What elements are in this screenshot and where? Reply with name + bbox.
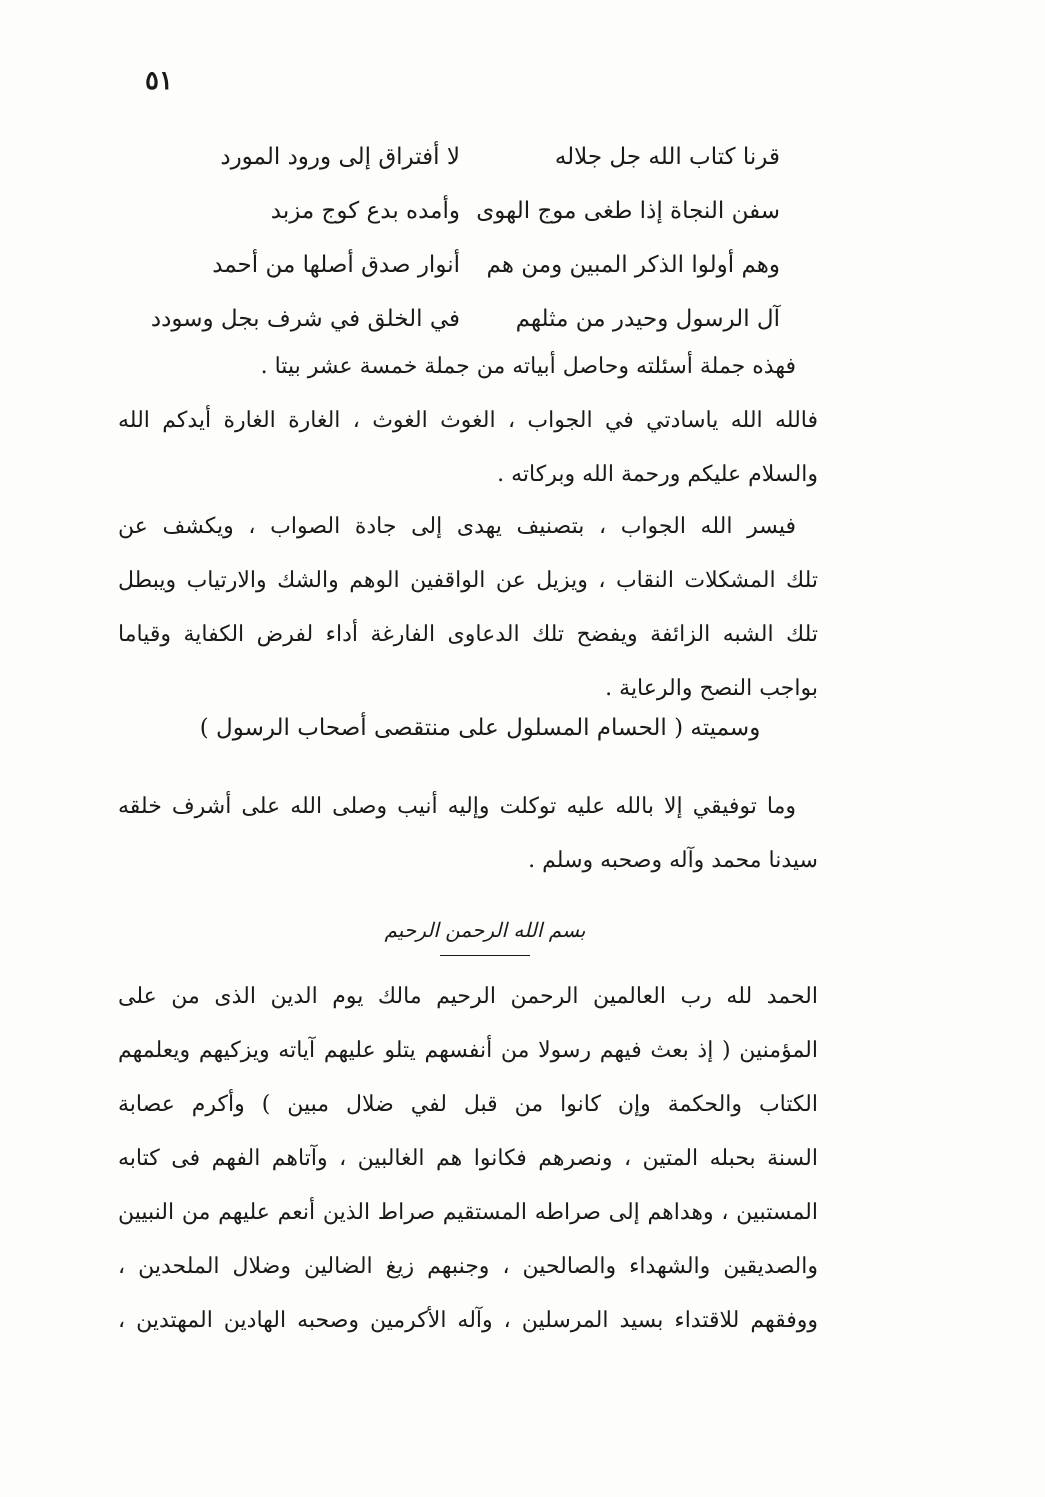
text-line: سيدنا محمد وآله وصحبه وسلم . xyxy=(528,848,818,873)
text-line: الحمد لله رب العالمين الرحمن الرحيم مالك يوم الدين الذى من على xyxy=(118,984,818,1009)
basmala-text: بسم الله الرحمن الرحيم xyxy=(384,918,586,942)
verse-first-hemistich: سفن النجاة إذا طغى موج الهوى xyxy=(476,198,780,224)
text-line: فيسر الله الجواب ، بتصنيف يهدى إلى جادة الصواب ، ويكشف عن xyxy=(118,514,796,539)
text-line: السنة بحبله المتين ، ونصرهم فكانوا هم الغالبين ، وآتاهم الفهم فى كتابه xyxy=(118,1146,818,1171)
basmala-heading xyxy=(355,918,615,966)
verse-second-hemistich: أنوار صدق أصلها من أحمد xyxy=(212,252,460,278)
summary-paragraph xyxy=(118,340,818,394)
text-line: المؤمنين ( إذ بعث فيهم رسولا من أنفسهم يتلو عليهم آياته ويزكيهم ويعلمهم xyxy=(118,1038,818,1063)
text-line: ووفقهم للاقتداء بسيد المرسلين ، وآله الأكرمين وصحبه الهادين المهتدين ، xyxy=(118,1308,818,1333)
poem-verses xyxy=(150,130,780,346)
text-line: تلك المشكلات النقاب ، ويزيل عن الواقفين الوهم والشك والارتياب ويبطل xyxy=(118,568,818,593)
verse-line xyxy=(150,292,780,346)
text-line: الكتاب والحكمة وإن كانوا من قبل لفي ضلال مبين ) وأكرم عصابة xyxy=(118,1092,818,1117)
verse-second-hemistich: في الخلق في شرف بجل وسودد xyxy=(150,306,460,332)
verse-first-hemistich: آل الرسول وحيدر من مثلهم xyxy=(515,306,780,332)
text-line: والسلام عليكم ورحمة الله وبركاته . xyxy=(497,462,818,487)
text-line: فهذه جملة أسئلته وحاصل أبياته من جملة خمسة عشر بيتا . xyxy=(260,354,796,379)
preface-paragraph xyxy=(118,970,818,1348)
text-line: فالله الله ياسادتي في الجواب ، الغوث الغوث ، الغارة الغارة أيدكم الله xyxy=(118,408,818,433)
verse-line xyxy=(160,238,780,292)
purpose-paragraph xyxy=(118,500,818,716)
text-line: المستبين ، وهداهم إلى صراطه المستقيم صراط الذين أنعم عليهم من النبيين xyxy=(118,1200,818,1225)
basmala-rule xyxy=(440,955,530,956)
verse-second-hemistich: وأمده بدع كوج مزبد xyxy=(270,198,460,224)
page-number: ٥١ xyxy=(145,66,173,96)
book-title-line: وسميته ( الحسام المسلول على منتقصى أصحاب الرسول ) xyxy=(199,715,761,741)
text-line: بواجب النصح والرعاية . xyxy=(605,676,818,701)
verse-first-hemistich: قرنا كتاب الله جل جلاله xyxy=(554,144,780,170)
text-line: وما توفيقي إلا بالله عليه توكلت وإليه أنيب وصلى الله على أشرف خلقه xyxy=(118,794,796,819)
closing-paragraph xyxy=(118,780,818,888)
verse-second-hemistich: لا أفتراق إلى ورود المورد xyxy=(220,144,460,170)
text-line: والصديقين والشهداء والصالحين ، وجنبهم زيغ الضالين وضلال الملحدين ، xyxy=(118,1254,818,1279)
text-line: تلك الشبه الزائفة ويفضح تلك الدعاوى الفارغة أداء لفرض الكفاية وقياما xyxy=(118,622,818,647)
verse-line xyxy=(160,184,780,238)
verse-line xyxy=(160,130,780,184)
plea-paragraph xyxy=(118,394,818,502)
verse-first-hemistich: وهم أولوا الذكر المبين ومن هم xyxy=(486,252,780,278)
